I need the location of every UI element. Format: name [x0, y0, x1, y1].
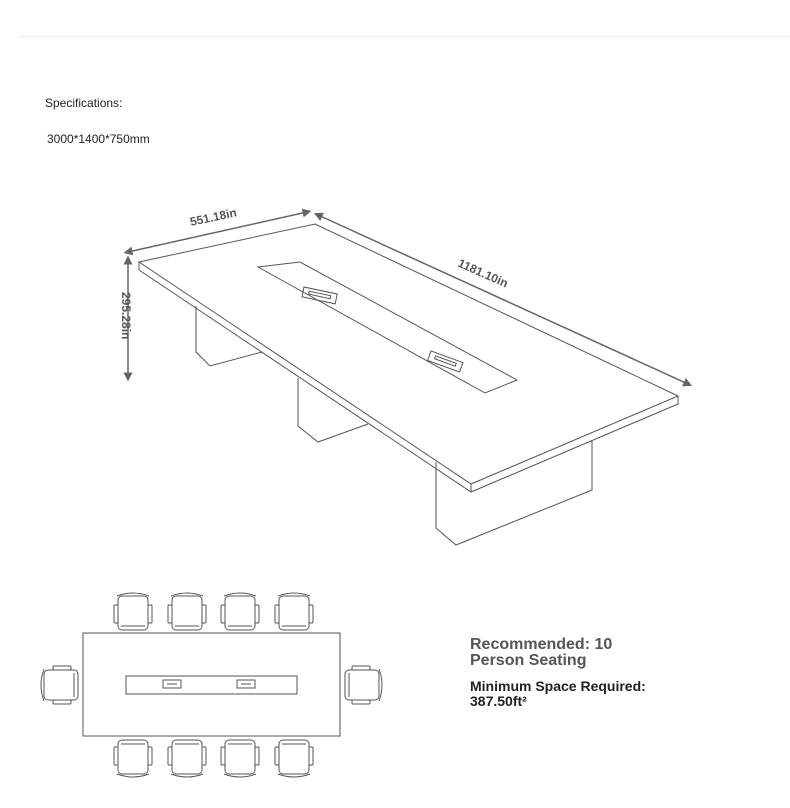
top-view-tabletop — [83, 633, 340, 736]
minimum-space-line-1: Minimum Space Required: — [470, 678, 646, 694]
specifications-dimensions: 3000*1400*750mm — [47, 132, 150, 146]
top-view-table — [83, 633, 340, 736]
height-label: 295.28in — [119, 292, 133, 340]
minimum-space-line-2: 387.50ft² — [470, 693, 527, 709]
chair-top-1 — [114, 593, 152, 630]
isometric-table — [139, 224, 678, 545]
length-label: 1181.10in — [455, 255, 511, 291]
width-label: 551.18in — [188, 205, 238, 229]
chair-bottom-1 — [114, 740, 152, 777]
minimum-space — [470, 679, 730, 709]
chair-bottom-4 — [275, 740, 313, 777]
chair-top-3 — [221, 593, 259, 630]
chair-left-end — [41, 666, 78, 704]
specifications-heading: Specifications: — [45, 96, 123, 110]
chair-top-2 — [168, 593, 206, 630]
recommended-line-2: Person Seating — [470, 652, 587, 669]
chair-top-4 — [275, 593, 313, 630]
chair-bottom-2 — [168, 740, 206, 777]
chair-bottom-3 — [221, 740, 259, 777]
recommended-line-1: Recommended: 10 — [470, 636, 613, 653]
chair-right-end — [345, 666, 382, 704]
recommended-seating — [470, 637, 730, 669]
